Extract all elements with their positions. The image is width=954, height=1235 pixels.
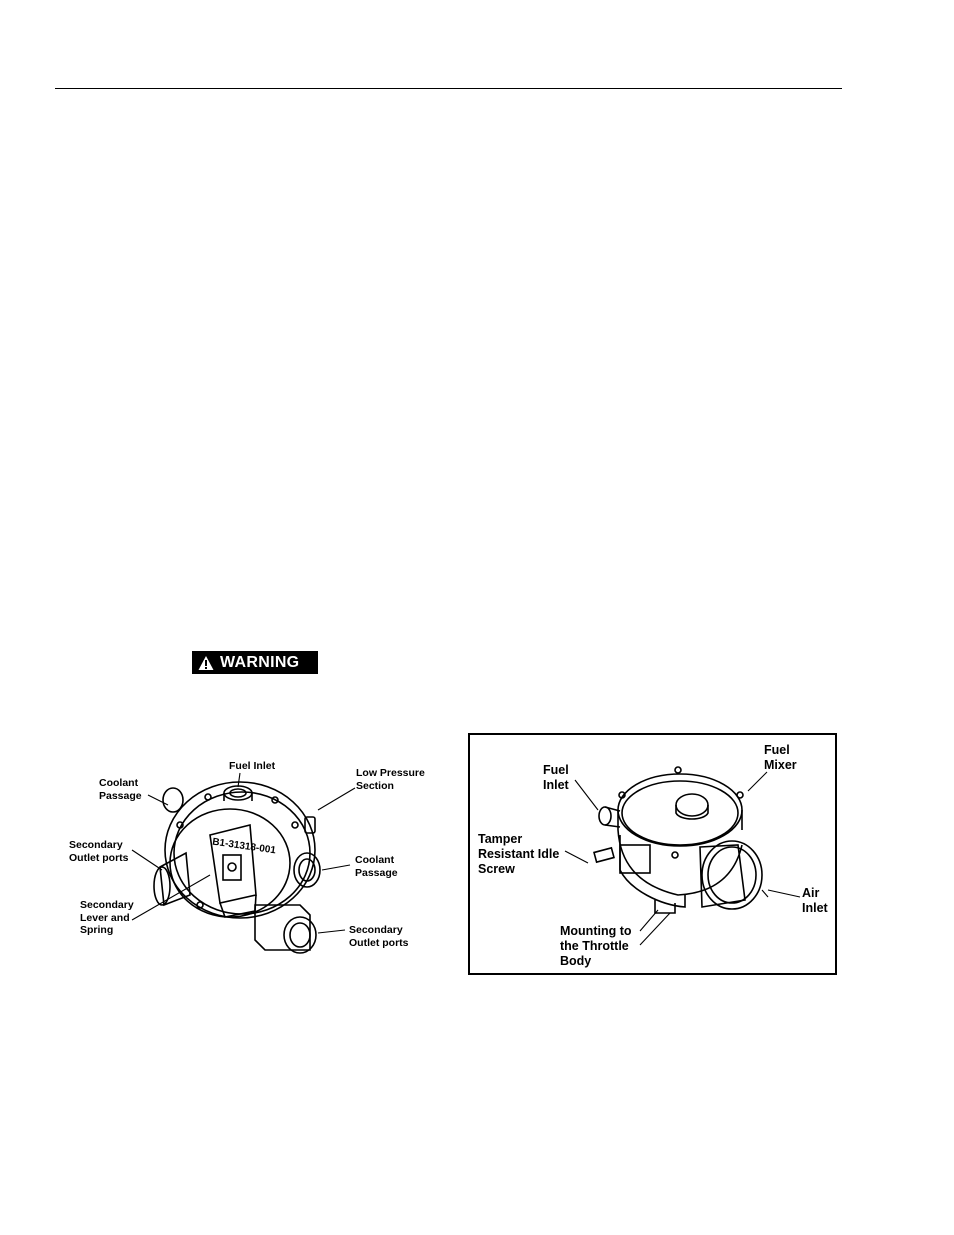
label-coolant-passage-left: Coolant Passage [99,777,142,802]
label-fuel-inlet: Fuel Inlet [229,760,276,772]
regulator-stamp: B1-31318-001 [211,836,277,857]
label-secondary-outlet-left: Secondary Outlet ports [69,839,129,864]
warning-label: WARNING [220,653,300,671]
label-secondary-outlet-right: Secondary Outlet ports [349,924,409,949]
label-low-pressure-section: Low Pressure Section [356,767,425,792]
label-fuel-inlet: Fuel Inlet [543,763,569,792]
label-secondary-lever-spring: Secondary Lever and Spring [80,899,134,937]
label-air-inlet: Air Inlet [802,886,828,915]
warning-triangle-icon [198,655,214,671]
header-rule [55,88,842,89]
label-fuel-mixer: Fuel Mixer [764,743,797,772]
warning-badge [192,651,318,674]
label-coolant-passage-right: Coolant Passage [355,854,398,879]
regulator-figure [60,755,440,965]
mixer-figure [468,733,837,975]
label-mounting-throttle-body: Mounting to the Throttle Body [560,924,632,968]
label-tamper-resistant-idle-screw: Tamper Resistant Idle Screw [478,832,560,876]
